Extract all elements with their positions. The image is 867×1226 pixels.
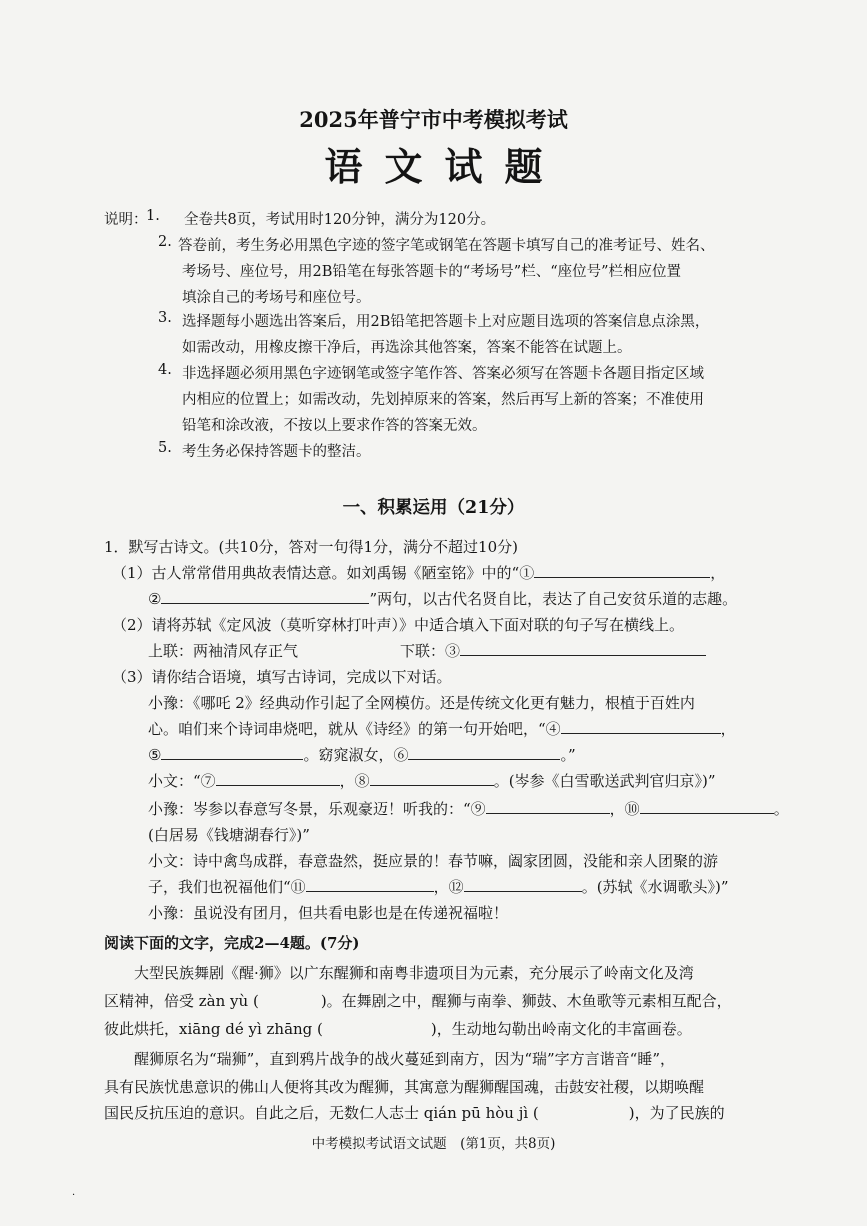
reading-text: 区精神，倍受 zàn yù ( — [104, 992, 259, 1010]
dialogue-line: 小文：诗中禽鸟成群，春意盎然，挺应景的！春节嘛，阖家团圆，没能和亲人团聚的游 — [148, 852, 719, 870]
question-text: ， — [710, 564, 726, 582]
answer-blank[interactable] — [161, 745, 303, 760]
instruction-line: 选择题每小题选出答案后，用2B铅笔把答题卡上对应题目选项的答案信息点涂黑， — [182, 314, 710, 330]
instruction-num: 1. — [146, 208, 160, 224]
instruction-line: 内相应的位置上；如需改动，先划掉原来的答案，然后再写上新的答案；不准使用 — [182, 392, 704, 408]
section-title: 一、积累运用（21分） — [342, 498, 525, 518]
reading-text: )，生动地勾勒出岭南文化的丰富画卷。 — [430, 1020, 692, 1038]
instruction-num: 2. — [158, 234, 172, 250]
reading-line — [104, 1018, 692, 1039]
question-text: ，⑫ — [433, 878, 464, 896]
question-text: 下联：③ — [400, 642, 461, 660]
question-text: 子，我们也祝福他们“⑪ — [148, 878, 306, 896]
question-stem: 1．默写古诗文。(共10分，答对一句得1分，满分不超过10分) — [104, 538, 518, 556]
instruction-line: 非选择题必须用黑色字迹钢笔或签字笔作答、答案必须写在答题卡各题目指定区域 — [182, 366, 704, 382]
couplet-upper: 上联：两袖清风存正气 — [148, 642, 299, 660]
dialogue-line: 小豫：虽说没有团月，但共看电影也是在传递祝福啦！ — [148, 904, 509, 922]
question-text: 。窈窕淑女，⑥ — [303, 746, 409, 764]
answer-blank[interactable] — [161, 589, 369, 604]
question-text: ”两句，以古代名贤自比，表达了自己安贫乐道的志趣。 — [369, 590, 738, 608]
question-part — [112, 562, 725, 583]
dialogue-line — [148, 876, 729, 897]
subject-title: 语文试题 — [324, 144, 565, 189]
reading-line: 醒狮原名为“瑞狮”，直到鸦片战争的战火蔓延到南方，因为“瑞”字方言谐音“睡”， — [134, 1050, 676, 1068]
reading-line: 具有民族忧患意识的佛山人便将其改为醒狮，其寓意为醒狮醒国魂，击鼓安社稷，以期唤醒 — [104, 1078, 705, 1096]
page-footer: 中考模拟考试语文试题 (第1页，共8页) — [311, 1136, 556, 1152]
question-text: ⑤ — [148, 746, 162, 764]
instruction-line: 考场号、座位号，用2B铅笔在每张答题卡的“考场号”栏、“座位号”栏相应位置 — [182, 264, 682, 280]
reading-text: 彼此烘托，xiāng dé yì zhāng ( — [104, 1020, 323, 1038]
answer-blank[interactable] — [408, 745, 560, 760]
question-text: 小豫：岑参以春意写冬景，乐观豪迈！听我的：“⑨ — [148, 800, 486, 818]
instruction-line: 全卷共8页，考试用时120分钟，满分为120分。 — [184, 212, 496, 228]
instruction-line: 答卷前，考生务必用黑色字迹的签字笔或钢笔在答题卡填写自己的准考证号、姓名、 — [178, 238, 715, 254]
answer-blank[interactable] — [640, 799, 774, 814]
answer-blank[interactable] — [534, 563, 710, 578]
reading-line — [104, 1102, 725, 1123]
dialogue-line — [148, 744, 576, 765]
question-text: （1）古人常常借用典故表情达意。如刘禹锡《陋室铭》中的“① — [112, 564, 535, 582]
dialogue-line: (白居易《钱塘湖春行》)” — [148, 826, 310, 844]
reading-text: 国民反抗压迫的意识。自此之后，无数仁人志士 qián pū hòu jì ( — [104, 1104, 539, 1122]
question-text: 小文：“⑦ — [148, 772, 216, 790]
question-text: ，⑩ — [609, 800, 640, 818]
reading-text: )，为了民族的 — [628, 1104, 725, 1122]
question-text: 。(岑参《白雪歌送武判官归京》)” — [493, 772, 716, 790]
question-text: 。(苏轼《水调歌头》)” — [581, 878, 729, 896]
instructions-label: 说明： — [104, 212, 148, 228]
instruction-line: 考生务必保持答题卡的整洁。 — [182, 444, 371, 460]
dialogue-line — [148, 770, 716, 791]
reading-text: )。在舞剧之中，醒狮与南拳、狮鼓、木鱼歌等元素相互配合， — [320, 992, 732, 1010]
instruction-line: 如需改动，用橡皮擦干净后，再选涂其他答案，答案不能答在试题上。 — [182, 340, 632, 356]
question-text: 。” — [560, 746, 576, 764]
question-text: ，⑧ — [339, 772, 370, 790]
question-part — [148, 588, 737, 609]
dialogue-line — [148, 798, 789, 819]
reading-line: 大型民族舞剧《醒·狮》以广东醒狮和南粤非遗项目为元素，充分展示了岭南文化及湾 — [134, 964, 694, 982]
instruction-line: 铅笔和涂改液，不按以上要求作答的答案无效。 — [182, 418, 487, 434]
question-text: 。 — [773, 800, 789, 818]
question-part: （2）请将苏轼《定风波（莫听穿林打叶声）》中适合填入下面对联的句子写在横线上。 — [112, 616, 685, 634]
instruction-line: 填涂自己的考场号和座位号。 — [182, 290, 371, 306]
answer-blank[interactable] — [216, 771, 340, 786]
exam-title: 2025年普宁市中考模拟考试 — [299, 107, 568, 132]
answer-blank[interactable] — [460, 641, 706, 656]
instruction-num: 3. — [158, 310, 172, 326]
dialogue-line: 小豫：《哪吒 2》经典动作引起了全网模仿。还是传统文化更有魅力，根植于百姓内 — [148, 694, 695, 712]
answer-blank[interactable] — [306, 877, 434, 892]
answer-blank[interactable] — [370, 771, 494, 786]
answer-blank[interactable] — [561, 719, 721, 734]
instruction-num: 4. — [158, 362, 172, 378]
couplet-lower — [400, 640, 706, 661]
reading-intro: 阅读下面的文字，完成2—4题。(7分) — [104, 934, 360, 952]
answer-blank[interactable] — [486, 799, 610, 814]
dialogue-line: 心。咱们来个诗词串烧吧，就从《诗经》的第一句开始吧，“④ ， — [148, 720, 736, 738]
question-text: 心。咱们来个诗词串烧吧，就从《诗经》的第一句开始吧，“④ — [148, 720, 561, 738]
reading-line — [104, 990, 732, 1011]
instruction-num: 5. — [158, 440, 172, 456]
question-text: ② — [148, 590, 162, 608]
answer-blank[interactable] — [464, 877, 582, 892]
question-part: （3）请你结合语境，填写古诗词，完成以下对话。 — [112, 668, 452, 686]
scan-mark: · — [72, 1190, 76, 1201]
